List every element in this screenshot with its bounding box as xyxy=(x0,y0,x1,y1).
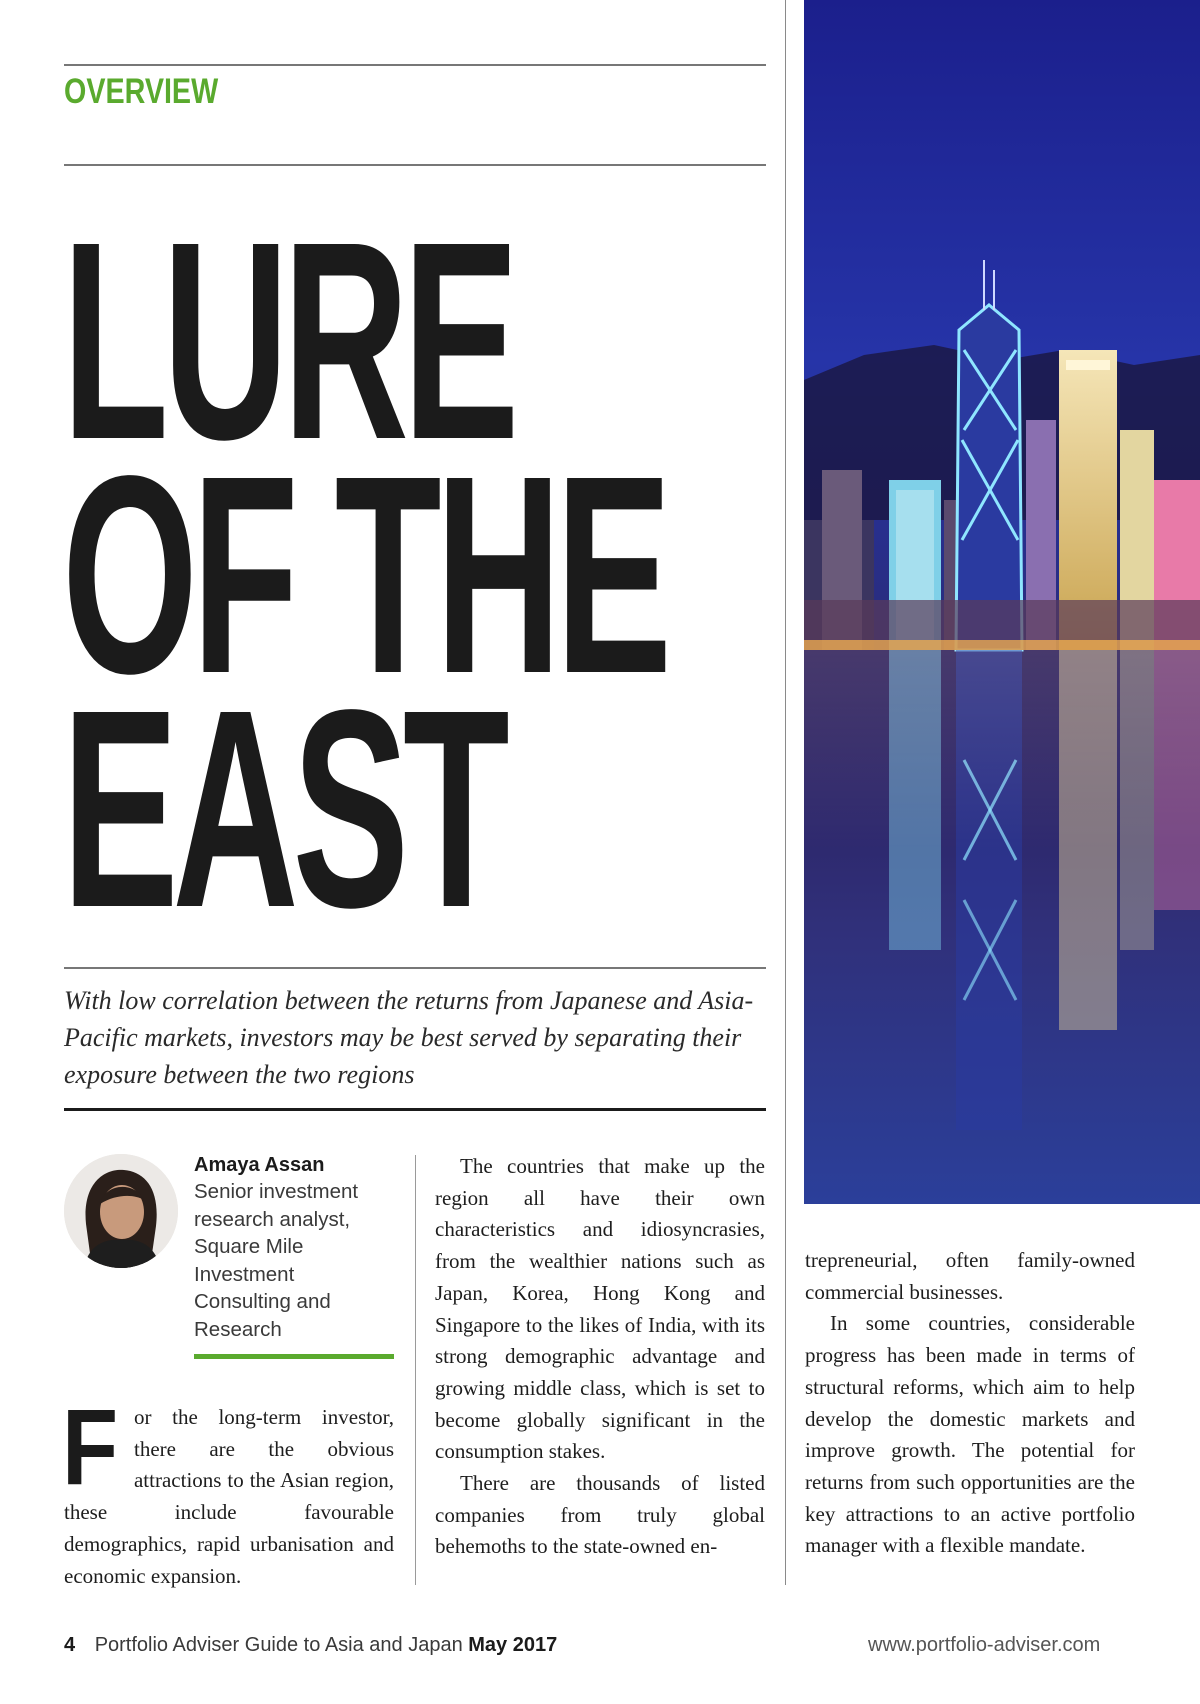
body-paragraph-3-continued: trepreneurial, often family-owned commercial businesses. xyxy=(805,1248,1135,1304)
paragraph-1-text: or the long-term investor, there are the obvious attractions to the Asian region, these include favourable demographics, rapid urbanisation and economic expansion. xyxy=(64,1405,394,1588)
page-divider xyxy=(785,0,786,1585)
column-divider xyxy=(415,1155,416,1585)
standfirst: With low correlation between the returns from Japanese and Asia-Pacific markets, investors may be best served by separating their exposure between the two regions xyxy=(64,986,754,1089)
headline-rule xyxy=(64,967,766,969)
page-number: 4 xyxy=(64,1634,76,1656)
body-paragraph-4: In some countries, considerable progress has been made in terms of structural reforms, which aim to help develop the domestic markets and improve growth. The potential for returns from such opportunities are the key attractions to an active portfolio manager with a flexible mandate. xyxy=(805,1311,1135,1558)
headline-line-2: OF THE xyxy=(62,417,666,732)
footer-folio xyxy=(64,1634,557,1657)
section-kicker: OVERVIEW xyxy=(64,72,219,111)
body-paragraph-2: The countries that make up the region all have their own characteristics and idiosyncrasies, from the wealthier nations such as Japan, Korea, Hong Kong and Singapore to the likes of India, with its strong demographic advantage and growing middle class, which is set to become globally significant in the consumption stakes. xyxy=(435,1154,765,1464)
body-column-3 xyxy=(805,1245,1135,1562)
issue-date: May 2017 xyxy=(468,1634,558,1656)
top-rule xyxy=(64,64,766,66)
author-name: Amaya Assan xyxy=(194,1154,325,1176)
body-paragraph-1 xyxy=(62,1386,394,1592)
author-accent-bar xyxy=(194,1354,394,1359)
headline-line-3: EAST xyxy=(62,651,504,966)
drop-cap: F xyxy=(62,1386,119,1507)
author-block xyxy=(194,1152,394,1343)
publication-name: Portfolio Adviser Guide to Asia and Japan xyxy=(94,1634,463,1656)
footer-url: www.portfolio-adviser.com xyxy=(868,1634,1101,1656)
city-skyline-photo xyxy=(804,0,1200,1204)
author-avatar xyxy=(64,1154,178,1268)
kicker-rule xyxy=(64,164,766,166)
body-paragraph-3: There are thousands of listed companies from truly global behemoths to the state-owned en- xyxy=(435,1471,765,1559)
body-column-1 xyxy=(62,1386,394,1592)
headline-line-1: LURE xyxy=(62,183,514,498)
standfirst-rule xyxy=(64,1108,766,1111)
body-column-2 xyxy=(435,1151,765,1563)
author-role: Senior investment research analyst, Square Mile Investment Consulting and Research xyxy=(194,1180,359,1341)
